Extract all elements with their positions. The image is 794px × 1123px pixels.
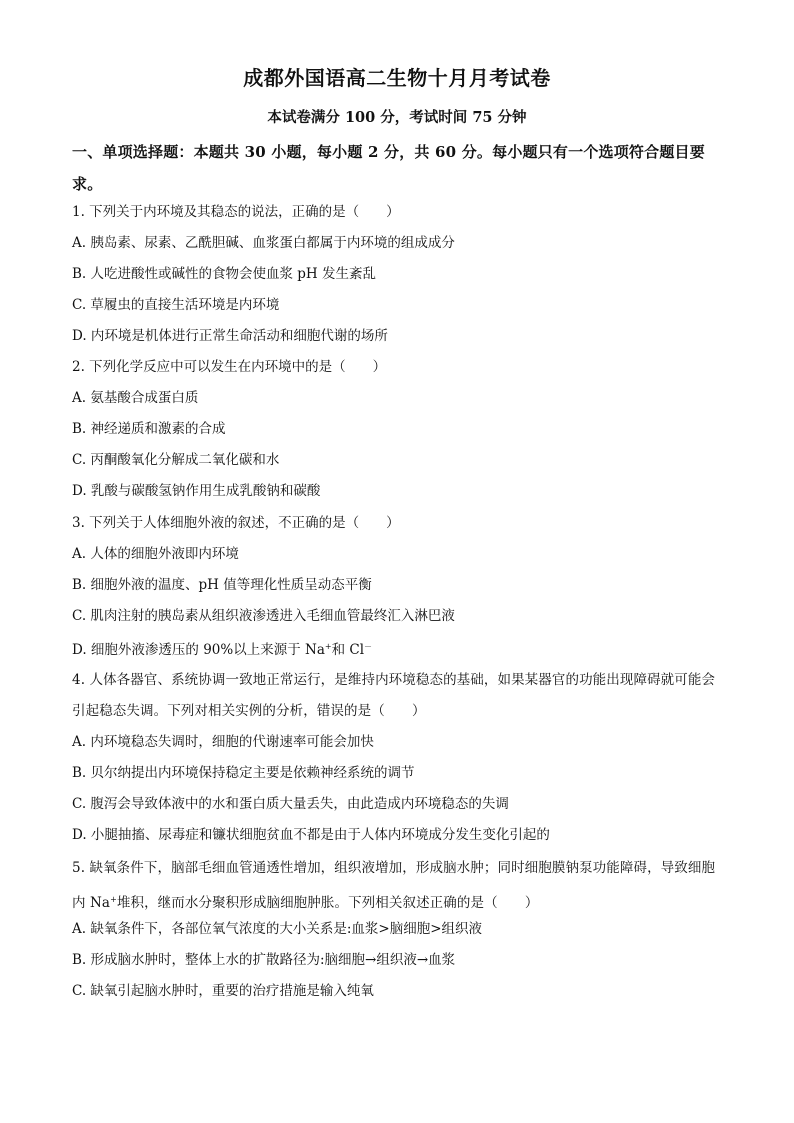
question-5-option-c: C. 缺氧引起脑水肿时，重要的治疗措施是输入纯氧 bbox=[72, 983, 374, 999]
question-3-option-d bbox=[72, 637, 732, 660]
question-2-option-c: C. 丙酮酸氧化分解成二氧化碳和水 bbox=[72, 452, 280, 468]
question-4-stem: 4. 人体各器官、系统协调一致地正常运行，是维持内环境稳态的基础，如果某器官的功能出现障碍就可能会引起稳态失调。下列对相关实例的分析，错误的是（ ） bbox=[72, 672, 716, 719]
question-1-option-d: D. 内环境是机体进行正常生命活动和细胞代谢的场所 bbox=[72, 328, 388, 344]
question-2-option-d: D. 乳酸与碳酸氢钠作用生成乳酸钠和碳酸 bbox=[72, 483, 321, 499]
question-1-option-b: B. 人吃进酸性或碱性的食物会使血浆 pH 发生紊乱 bbox=[72, 266, 376, 282]
question-2-option-a: A. 氨基酸合成蛋白质 bbox=[72, 390, 199, 406]
section-heading: 一、单项选择题：本题共 30 小题，每小题 2 分，共 60 分。每小题只有一个选项符合题目要求。 bbox=[72, 143, 705, 193]
question-5-stem-text: 堆积，继而水分聚积形成脑细胞肿胀。下列相关叙述正确的是（ ） bbox=[116, 895, 539, 911]
question-1-option-c: C. 草履虫的直接生活环境是内环境 bbox=[72, 297, 280, 313]
superscript: + bbox=[324, 642, 332, 651]
question-3-option-d-text: 和 Cl bbox=[331, 642, 365, 658]
question-4-option-b: B. 贝尔纳提出内环境保持稳定主要是依赖神经系统的调节 bbox=[72, 765, 415, 781]
question-2-option-b: B. 神经递质和激素的合成 bbox=[72, 421, 226, 437]
question-5-stem-text: 5. 缺氧条件下，脑部毛细血管通透性增加，组织液增加，形成脑水肿；同时细胞膜钠泵功能障碍，导致细胞内 Na bbox=[72, 860, 716, 911]
question-5-stem bbox=[72, 853, 726, 919]
question-3-option-b: B. 细胞外液的温度、pH 值等理化性质呈动态平衡 bbox=[72, 577, 372, 593]
question-5-option-b: B. 形成脑水肿时，整体上水的扩散路径为:脑细胞→组织液→血浆 bbox=[72, 952, 456, 968]
exam-info: 本试卷满分 100 分，考试时间 75 分钟 bbox=[267, 109, 527, 126]
question-1-stem: 1. 下列关于内环境及其稳态的说法，正确的是（ ） bbox=[72, 204, 400, 220]
question-4-option-c: C. 腹泻会导致体液中的水和蛋白质大量丢失，由此造成内环境稳态的失调 bbox=[72, 796, 509, 812]
question-2-stem: 2. 下列化学反应中可以发生在内环境中的是（ ） bbox=[72, 359, 387, 375]
question-5-option-a: A. 缺氧条件下，各部位氧气浓度的大小关系是:血浆>脑细胞>组织液 bbox=[72, 921, 483, 937]
question-4-option-a: A. 内环境稳态失调时，细胞的代谢速率可能会加快 bbox=[72, 734, 374, 750]
page-title: 成都外国语高二生物十月月考试卷 bbox=[243, 66, 551, 90]
question-3-option-d-text: D. 细胞外液渗透压的 90%以上来源于 Na bbox=[72, 642, 325, 658]
question-3-stem: 3. 下列关于人体细胞外液的叙述，不正确的是（ ） bbox=[72, 515, 400, 531]
question-1-option-a: A. 胰岛素、尿素、乙酰胆碱、血浆蛋白都属于内环境的组成成分 bbox=[72, 235, 455, 251]
superscript: + bbox=[110, 895, 117, 904]
question-3-option-a: A. 人体的细胞外液即内环境 bbox=[72, 546, 239, 562]
question-4-option-d: D. 小腿抽搐、尿毒症和镰状细胞贫血不都是由于人体内环境成分发生变化引起的 bbox=[72, 827, 550, 843]
superscript: － bbox=[364, 642, 373, 651]
question-3-option-c: C. 肌肉注射的胰岛素从组织液渗透进入毛细血管最终汇入淋巴液 bbox=[72, 608, 455, 624]
